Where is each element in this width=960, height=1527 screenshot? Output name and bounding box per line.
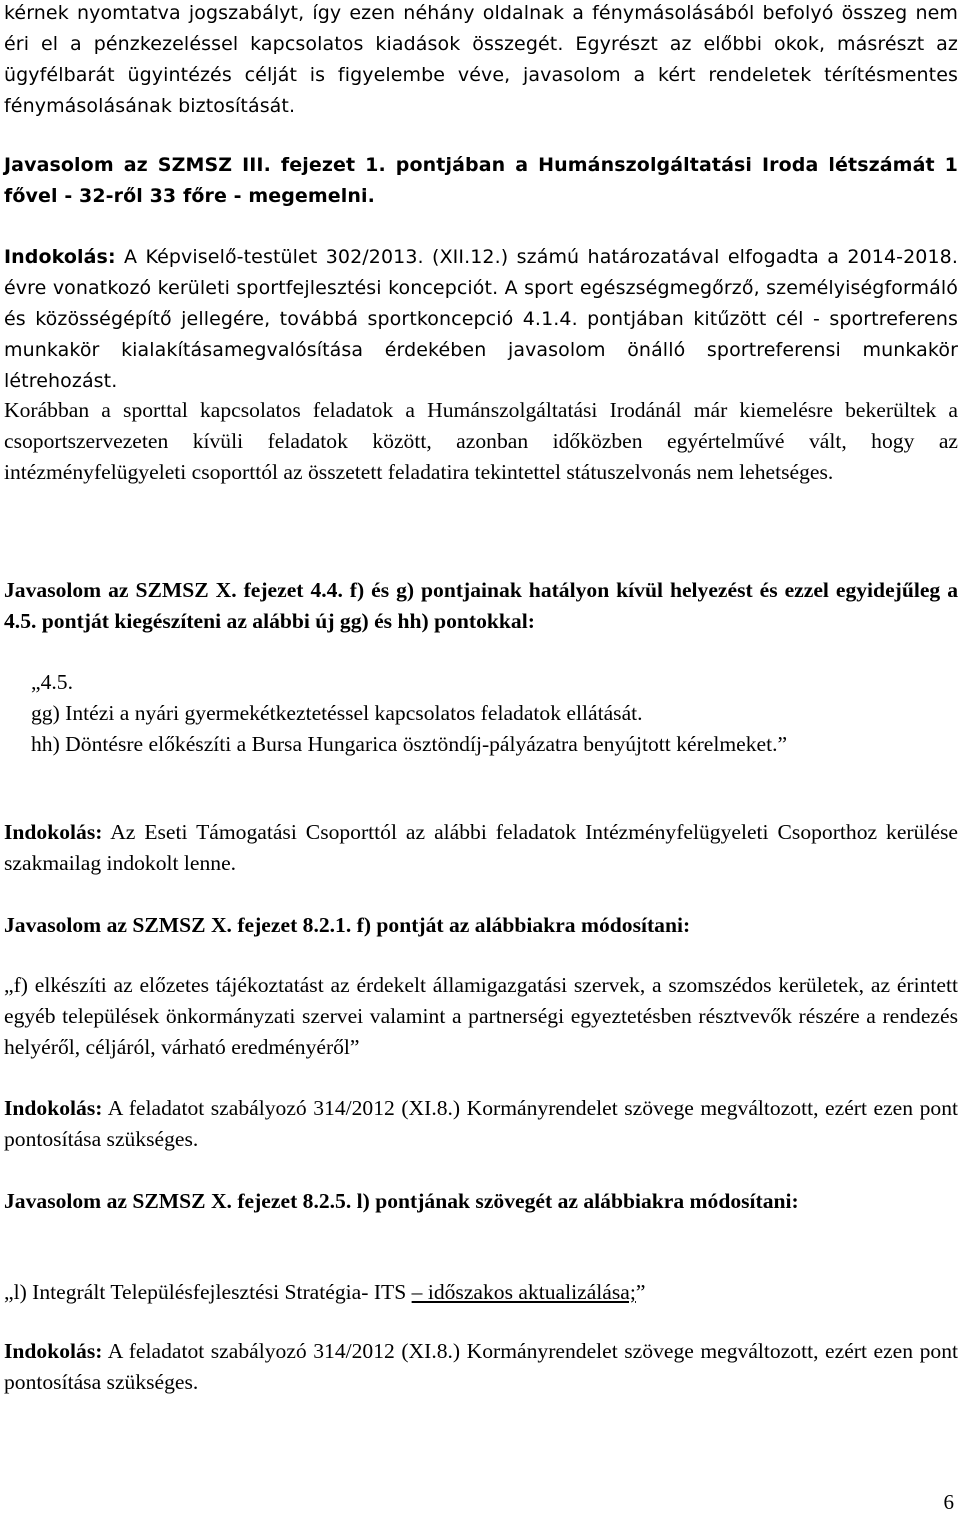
quote-point-l-text: „l) Integrált Településfejlesztési Stratégia- ITS — [4, 1280, 412, 1304]
justification-8-2-1 — [4, 1093, 958, 1155]
quote-point-l-close: ” — [635, 1280, 646, 1304]
sport-tasks-paragraph: Korábban a sporttal kapcsolatos feladatok a Humánszolgáltatási Irodánál már kiemelésre bekerültek a csoportszervezeten kívüli feladatok között, azonban időközben egyértelművé vált, hogy az intézményfelügyeleti csoporttól az összetett feladatira tekintettel státuszelvonás nem lehetséges. — [4, 398, 958, 484]
quote-point-gg: gg) Intézi a nyári gyermekétkeztetéssel kapcsolatos feladatok ellátását. — [31, 701, 643, 725]
justification-text: Az Eseti Támogatási Csoporttól az alábbi feladatok Intézményfelügyeleti Csoporthoz kerülése szakmailag indokolt lenne. — [4, 820, 958, 875]
quote-point-l — [4, 1277, 958, 1308]
proposal-szmsz-x-8-2-5: Javasolom az SZMSZ X. fejezet 8.2.5. l) pontjának szövegét az alábbiakra módosítani: — [4, 1189, 799, 1213]
proposal-szmsz-x-8-2-1: Javasolom az SZMSZ X. fejezet 8.2.1. f) pontját az alábbiakra módosítani: — [4, 913, 691, 937]
quote-4-5-heading: „4.5. — [31, 670, 73, 694]
quote-4-5 — [4, 667, 958, 760]
justification-label: Indokolás: — [4, 1339, 103, 1363]
justification-sport-referent — [4, 242, 958, 397]
justification-label: Indokolás: — [4, 246, 116, 268]
justification-eseti — [4, 817, 958, 879]
justification-text: A feladatot szabályozó 314/2012 (XI.8.) Kormányrendelet szövege megváltozott, ezért ezen pont pontosítása szükséges. — [4, 1339, 958, 1394]
justification-text: A feladatot szabályozó 314/2012 (XI.8.) Kormányrendelet szövege megváltozott, ezért ezen pont pontosítása szükséges. — [4, 1096, 958, 1151]
justification-label: Indokolás: — [4, 820, 103, 844]
justification-8-2-5 — [4, 1336, 958, 1398]
proposal-humanservices-staff: Javasolom az SZMSZ III. fejezet 1. pontjában a Humánszolgáltatási Iroda létszámát 1 fővel - 32-ről 33 főre - megemelni. — [4, 154, 958, 207]
page-number: 6 — [943, 1490, 954, 1514]
quote-point-hh: hh) Döntésre előkészíti a Bursa Hungarica ösztöndíj-pályázatra benyújtott kérelmeket.” — [31, 732, 788, 756]
quote-point-f: „f) elkészíti az előzetes tájékoztatást az érdekelt államigazgatási szervek, a szomszédos kerületek, az érintett egyéb települések önkormányzati szervei valamint a partnerségi egyeztetésben résztvevők részére a rendezés helyéről, céljáról, várható eredményéről” — [4, 973, 958, 1059]
justification-text: A Képviselő-testület 302/2013. (XII.12.) számú határozatával elfogadta a 2014-2018. évre vonatkozó kerületi sportfejlesztési koncepciót. A sport egészségmegőrző, személyiségformáló és közösségépítő jellegére, továbbá sportkoncepció 4.1.4. pontjában kitűzött cél - sportreferens munkakör kialakításamegvalósítása érdekében javasolom önálló sportreferensi munkakör létrehozást. — [4, 246, 958, 392]
justification-label: Indokolás: — [4, 1096, 103, 1120]
proposal-szmsz-x-4-4: Javasolom az SZMSZ X. fejezet 4.4. f) és g) pontjainak hatályon kívül helyezést és ezzel egyidejűleg a 4.5. pontját kiegészíteni az alábbi új gg) és hh) pontokkal: — [4, 578, 958, 633]
intro-paragraph: kérnek nyomtatva jogszabályt, így ezen néhány oldalnak a fénymásolásából befolyó összeg nem éri el a pénzkezeléssel kapcsolatos kiadások összegét. Egyrészt az előbbi okok, másrészt az ügyfélbarát ügyintézés célját is figyelembe véve, javasolom a kért rendeletek térítésmentes fénymásolásának biztosítását. — [4, 2, 958, 117]
quote-point-l-underlined: – időszakos aktualizálása; — [411, 1280, 636, 1304]
